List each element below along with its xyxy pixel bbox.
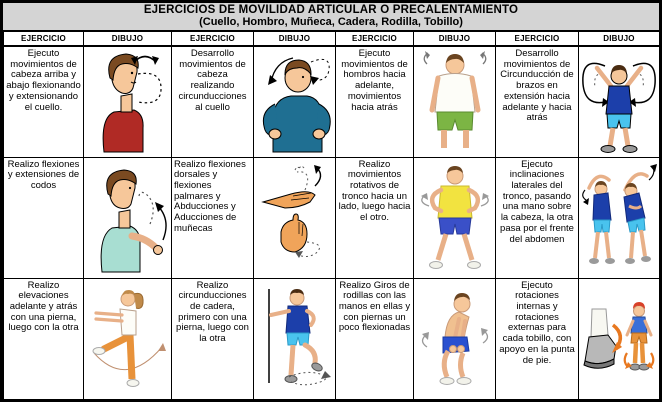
shoulder-forward-back-drawing [415, 50, 495, 154]
column-header: EJERCICIO [336, 32, 414, 47]
drawing-cell [414, 157, 496, 278]
head-flexion-extension-drawing [88, 50, 168, 154]
table-row [4, 278, 660, 399]
drawing-cell [254, 278, 336, 399]
exercise-cell: Ejecuto movimientos de cabeza arriba y abajo flexionando y extensionando el cuello. [4, 46, 84, 157]
drawing-cell [254, 157, 336, 278]
drawing-cell [254, 46, 336, 157]
exercise-cell: Realizo circunducciones de cadera, primero con una pierna, luego con la otra [172, 278, 254, 399]
title-bar [3, 3, 659, 31]
ankle-rotation-drawing [579, 283, 659, 395]
hip-circumduction-drawing [255, 283, 335, 395]
column-header: DIBUJO [84, 32, 172, 47]
elbow-flexion-drawing [88, 162, 168, 274]
exercise-cell: Ejecuto movimientos de hombros hacia adelante, movimientos hacia atrás [336, 46, 414, 157]
page-title: EJERCICIOS DE MOVILIDAD ARTICULAR O PRECALENTAMIENTO [143, 4, 519, 16]
exercise-cell: Realizo elevaciones adelante y atrás con una pierna, luego con la otra [4, 278, 84, 399]
exercise-table [3, 31, 660, 400]
exercise-cell: Realizo flexiones dorsales y flexiones palmares y Abducciones y Aducciones de muñecas [172, 157, 254, 278]
drawing-cell [414, 278, 496, 399]
drawing-cell [579, 278, 660, 399]
column-header: DIBUJO [579, 32, 660, 47]
exercise-cell: Realizo movimientos rotativos de tronco hacia un lado, luego hacia el otro. [336, 157, 414, 278]
exercise-cell: Desarrollo movimientos de Circunducción de brazos en extensión hacia adelante y hacia atrás [496, 46, 579, 157]
exercise-cell: Realizo Giros de rodillas con las manos en ellas y con piernas un poco flexionadas [336, 278, 414, 399]
column-header: DIBUJO [254, 32, 336, 47]
drawing-cell [414, 46, 496, 157]
exercise-cell: Ejecuto inclinaciones laterales del tronco, pasando una mano sobre la cabeza, la otra pasa por el frente del abdomen [496, 157, 579, 278]
header-row [4, 32, 660, 47]
column-header: EJERCICIO [496, 32, 579, 47]
exercise-cell: Realizo flexiones y extensiones de codos [4, 157, 84, 278]
page-subtitle: (Cuello, Hombro, Muñeca, Cadera, Rodilla, Tobillo) [199, 16, 463, 28]
drawing-cell [84, 46, 172, 157]
trunk-rotation-drawing [415, 162, 495, 274]
wrist-movements-drawing [255, 162, 335, 274]
neck-circumduction-drawing [255, 50, 335, 154]
drawing-cell [579, 46, 660, 157]
drawing-cell [84, 157, 172, 278]
column-header: EJERCICIO [172, 32, 254, 47]
column-header: EJERCICIO [4, 32, 84, 47]
exercise-cell: Desarrollo movimientos de cabeza realizando circunducciones al cuello [172, 46, 254, 157]
column-header: DIBUJO [414, 32, 496, 47]
table-row [4, 46, 660, 157]
drawing-cell [579, 157, 660, 278]
exercise-cell: Ejecuto rotaciones internas y rotaciones externas para cada tobillo, con apoyo en la punta de pie. [496, 278, 579, 399]
table-row [4, 157, 660, 278]
arm-circumduction-drawing [579, 50, 659, 154]
trunk-side-bend-drawing [579, 162, 659, 274]
drawing-cell [84, 278, 172, 399]
leg-swings-drawing [88, 283, 168, 395]
knee-circles-drawing [415, 283, 495, 395]
